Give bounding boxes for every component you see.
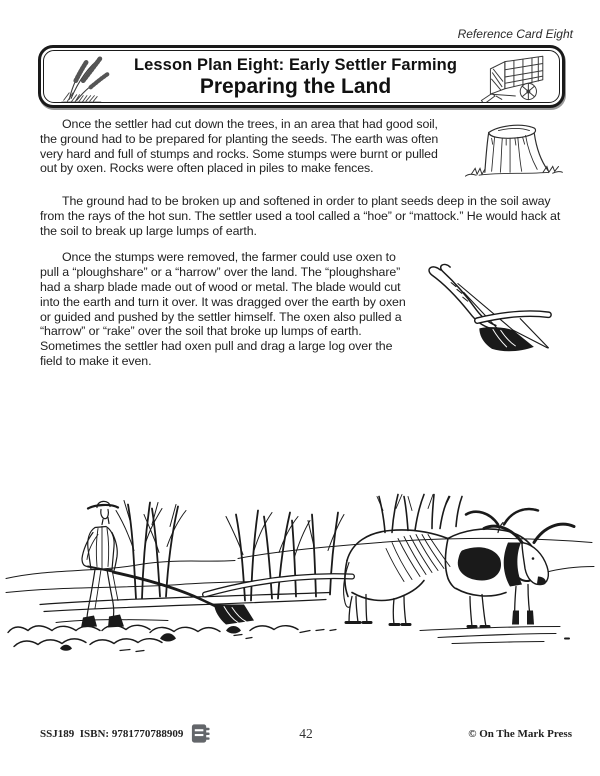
ploughing-scene-illustration	[0, 478, 600, 668]
page-number: 42	[299, 725, 313, 741]
tree-stump-illustration	[455, 117, 565, 181]
header-titles	[114, 54, 477, 99]
header-title-box	[38, 45, 565, 108]
lesson-title: Lesson Plan Eight: Early Settler Farming	[133, 56, 458, 74]
paragraph-3: Once the stumps were removed, the farmer could use oxen to pull a “ploughshare” or a “harrow” over the land. The “ploughshare” had a sharp blade made out of wood or metal. The blade would cut into the earth and turn it over. It was dragged over the earth by oxen or guided and pushed by the settler himself. The oxen also pulled a “harrow” or “rake” over the soil that broke up lumps of earth. Sometimes the settler had oxen pull and drag a large log over the field to make it even.	[40, 250, 406, 368]
hand-plough-illustration	[417, 250, 565, 354]
body-content	[40, 117, 565, 369]
footer-left	[40, 722, 299, 745]
publisher-copyright: © On The Mark Press	[468, 727, 572, 740]
paragraph-1-row	[40, 117, 565, 181]
reference-card-label: Reference Card Eight	[457, 27, 573, 41]
page-title: Preparing the Land	[199, 75, 392, 98]
paragraph-2: The ground had to be broken up and softened in order to plant seeds deep in the soil away from the rays of the hot sun. The settler used a tool called a “hoe” or “mattock.” He would hack at the soil to break up large lumps of earth.	[40, 194, 561, 238]
isbn-text: SSJ189 ISBN: 9781770788909	[40, 727, 184, 740]
cart-icon	[477, 50, 549, 103]
paragraph-3-row	[40, 250, 565, 368]
page-footer	[40, 722, 572, 745]
wheat-icon	[58, 50, 114, 103]
notebook-icon	[190, 722, 211, 745]
paragraph-1: Once the settler had cut down the trees, in an area that had good soil, the ground had to be prepared for planting the seeds. The earth was often very hard and full of stumps and rocks. Some stumps were burnt or pulled out by oxen. Rocks were often placed in piles to make fences.	[40, 117, 439, 176]
header-inner-border	[43, 50, 560, 103]
